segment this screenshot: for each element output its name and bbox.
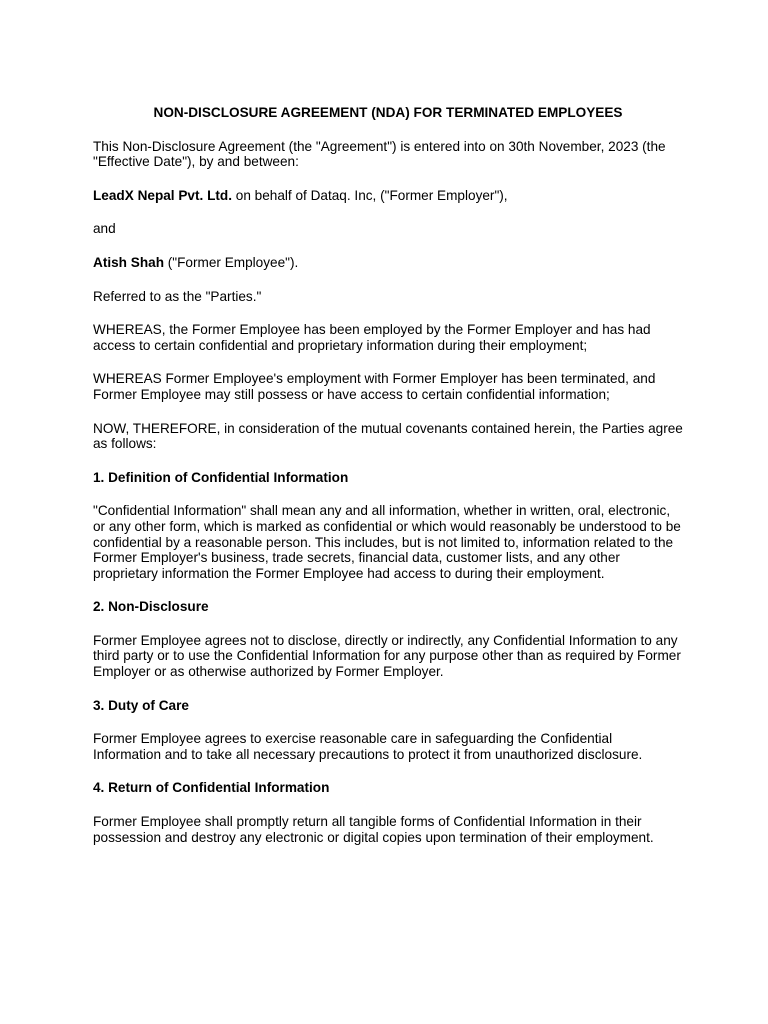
section-body-1: "Confidential Information" shall mean any and all information, whether in written, oral, electronic, or any other form, which is marked as confidential or which would reasonably be understood to be confidential by a reasonable person. This includes, but is not limited to, information related to the Former Employer's business, trade secrets, financial data, customer lists, and any other proprietary information the Former Employee had access to during their employment. — [93, 503, 681, 581]
party1-name: LeadX Nepal Pvt. Ltd. — [93, 187, 232, 203]
section-body-2: Former Employee agrees not to disclose, directly or indirectly, any Confidential Information to any third party or to use the Confidential Information for any purpose other than as required by Former Employer or as otherwise authorized by Former Employer. — [93, 632, 681, 680]
whereas-paragraph-1: WHEREAS, the Former Employee has been employed by the Former Employer and has had access to certain confidential and proprietary information during their employment; — [93, 322, 651, 353]
document-page — [93, 105, 683, 863]
section-body-3: Former Employee agrees to exercise reasonable care in safeguarding the Confidential Information and to take all necessary precautions to protect it from unauthorized disclosure. — [93, 731, 643, 762]
referred-paragraph: Referred to as the "Parties." — [93, 288, 262, 304]
section-body-4: Former Employee shall promptly return all tangible forms of Confidential Information in their possession and destroy any electronic or digital copies upon termination of their employment. — [93, 814, 654, 845]
section-heading-3: 3. Duty of Care — [93, 697, 189, 713]
party-former-employer — [93, 188, 683, 204]
party2-name: Atish Shah — [93, 254, 164, 270]
and-separator: and — [93, 221, 116, 237]
document-title: NON-DISCLOSURE AGREEMENT (NDA) FOR TERMINATED EMPLOYEES — [153, 105, 623, 120]
party-former-employee — [93, 255, 683, 271]
whereas-paragraph-2: WHEREAS Former Employee's employment with Former Employer has been terminated, and Former Employee may still possess or have access to certain confidential information; — [93, 371, 656, 402]
party2-description: ("Former Employee"). — [164, 254, 299, 270]
section-heading-4: 4. Return of Confidential Information — [93, 780, 330, 796]
now-therefore-paragraph: NOW, THEREFORE, in consideration of the mutual covenants contained herein, the Parties agree as follows: — [93, 420, 683, 452]
section-heading-1: 1. Definition of Confidential Information — [93, 469, 349, 485]
party1-description: on behalf of Dataq. Inc, ("Former Employer"), — [231, 187, 508, 203]
intro-paragraph: This Non-Disclosure Agreement (the "Agreement") is entered into on 30th November, 2023 (the "Effective Date"), by and between: — [93, 138, 666, 170]
section-heading-2: 2. Non-Disclosure — [93, 599, 209, 615]
